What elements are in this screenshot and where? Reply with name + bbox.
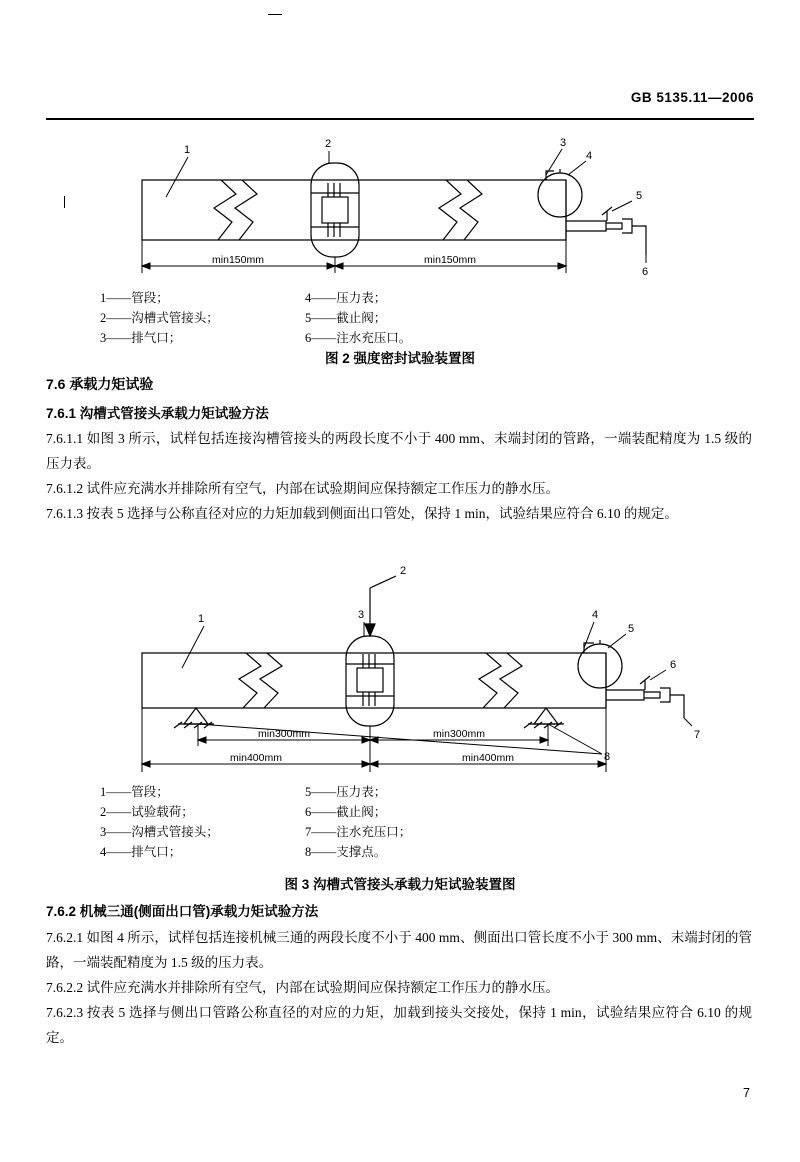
svg-text:4: 4	[586, 150, 593, 162]
section-7-6-title: 7.6 承载力矩试验	[46, 376, 154, 392]
svg-text:5: 5	[636, 190, 643, 202]
svg-text:min300mm: min300mm	[258, 728, 310, 740]
svg-text:min300mm: min300mm	[433, 728, 485, 740]
legend-item: 1——管段；	[100, 785, 169, 799]
legend-item: 2——试验载荷；	[100, 805, 194, 819]
svg-text:min400mm: min400mm	[462, 752, 514, 764]
svg-text:min400mm: min400mm	[230, 752, 282, 764]
header-rule	[46, 118, 754, 120]
legend-item: 1——管段；	[100, 291, 169, 305]
svg-text:2: 2	[400, 565, 407, 577]
svg-text:3: 3	[358, 609, 365, 621]
svg-text:min150mm: min150mm	[212, 254, 264, 266]
legend-item: 3——沟槽式管接头；	[100, 825, 219, 839]
section-7-6-1-title: 7.6.1 沟槽式管接头承载力矩试验方法	[46, 406, 269, 421]
legend-item: 6——截止阀；	[305, 805, 387, 819]
legend-item: 2——沟槽式管接头；	[100, 311, 219, 325]
svg-text:4: 4	[592, 609, 599, 621]
legend-item: 8——支撑点。	[305, 845, 387, 859]
svg-text:min150mm: min150mm	[424, 254, 476, 266]
svg-text:5: 5	[628, 623, 635, 635]
svg-text:1: 1	[184, 144, 191, 156]
paragraph-7-6-1-3: 7.6.1.3 按表 5 选择与公称直径对应的力矩加载到侧面出口管处，保持 1 min，试验结果应符合 6.10 的规定。	[46, 506, 678, 521]
legend-item: 4——排气口；	[100, 845, 182, 859]
svg-text:8: 8	[604, 751, 611, 763]
figure-3-legend	[100, 782, 700, 872]
section-7-6-2-title: 7.6.2 机械三通(侧面出口管)承载力矩试验方法	[46, 904, 319, 919]
crop-mark-top	[268, 14, 282, 15]
svg-text:7: 7	[694, 729, 701, 741]
paragraph-7-6-2-1: 7.6.2.1 如图 4 所示，试样包括连接机械三通的两段长度不小于 400 mm、侧面出口管长度不小于 300 mm、末端封闭的管路，一端装配精度为 1.5 级的压力表。	[46, 930, 752, 970]
svg-text:2: 2	[325, 138, 332, 150]
paragraph-7-6-1-1: 7.6.1.1 如图 3 所示，试样包括连接沟槽管接头的两段长度不小于 400 mm、末端封闭的管路，一端装配精度为 1.5 级的压力表。	[46, 431, 752, 471]
figure-3-caption: 图 3 沟槽式管接头承载力矩试验装置图	[284, 877, 516, 892]
legend-item: 5——压力表；	[305, 785, 387, 799]
figure-3-drawing	[46, 548, 754, 778]
svg-text:1: 1	[198, 613, 205, 625]
svg-text:3: 3	[560, 137, 567, 149]
page-header-standard-number: GB 5135.11—2006	[630, 90, 754, 105]
figure-2-drawing	[46, 135, 754, 285]
paragraph-7-6-2-2: 7.6.2.2 试件应充满水并排除所有空气，内部在试验期间应保持额定工作压力的静水压。	[46, 980, 559, 995]
figure-2-caption: 图 2 强度密封试验装置图	[324, 351, 475, 366]
svg-text:6: 6	[642, 266, 649, 278]
svg-text:6: 6	[670, 659, 677, 671]
page-number: 7	[743, 1086, 750, 1100]
legend-item: 7——注水充压口；	[305, 825, 412, 839]
paragraph-7-6-1-2: 7.6.1.2 试件应充满水并排除所有空气，内部在试验期间应保持额定工作压力的静水压。	[46, 481, 559, 496]
legend-item: 6——注水充压口。	[305, 331, 412, 345]
legend-item: 3——排气口；	[100, 331, 182, 345]
legend-item: 5——截止阀；	[305, 311, 387, 325]
paragraph-7-6-2-3: 7.6.2.3 按表 5 选择与侧出口管路公称直径的对应的力矩，加载到接头交接处，保持 1 min，试验结果应符合 6.10 的规定。	[46, 1005, 752, 1045]
legend-item: 4——压力表；	[305, 291, 387, 305]
